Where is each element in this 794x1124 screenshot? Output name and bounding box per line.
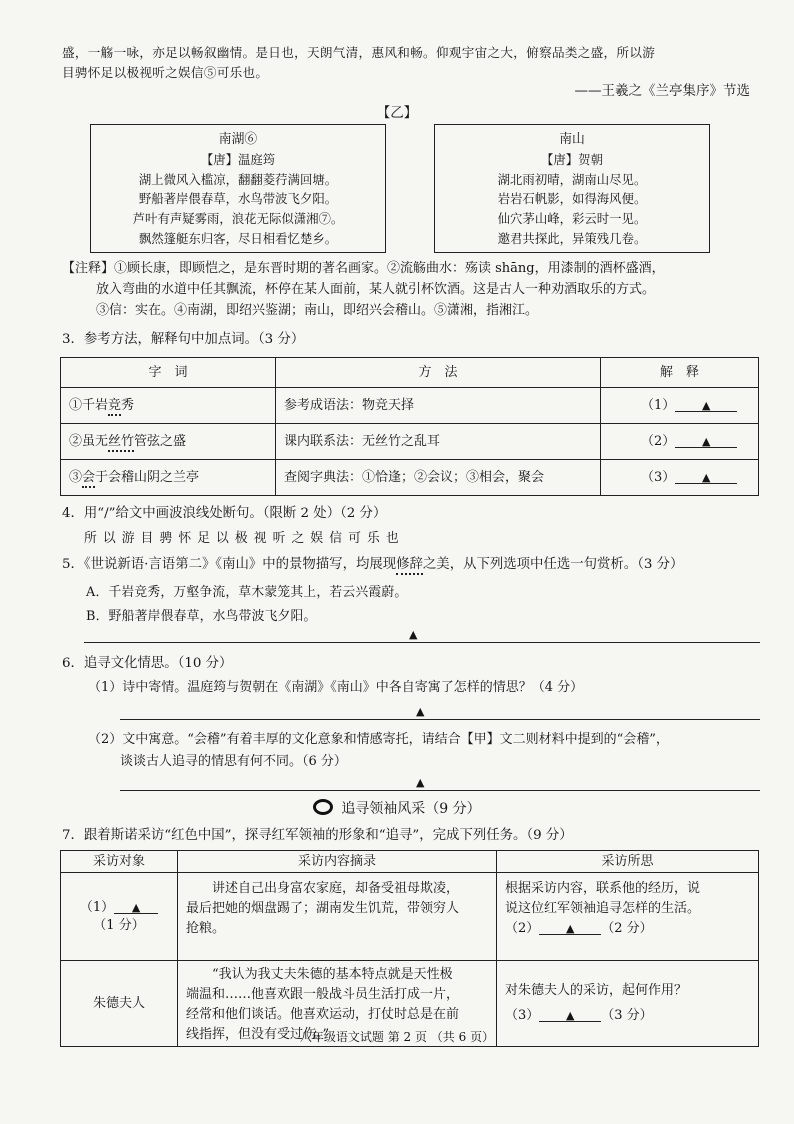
annotation-line-1: 【注释】①顾长康，即顾恺之，是东晋时期的著名画家。②流觞曲水：殇读 shāng，用漆制的酒杯盛酒，	[62, 261, 665, 276]
annotation-line-3: ③信：实在。④南湖，即绍兴鉴湖；南山，即绍兴会稽山。⑤潇湘，指湘江。	[96, 303, 539, 319]
q3-answer-cell: （2） ▲	[601, 424, 759, 460]
q7-thoughts-cell: 根据采访内容，联系他的经历，说 说这位红军领袖追寻怎样的生活。 （2） ▲ （2 分）	[497, 873, 759, 961]
poem-nanshan-title: 南山	[559, 132, 585, 147]
annotation-line-2: 放入弯曲的水道中任其飘流，杯停在某人面前，某人就引杯饮酒。这是古人一种劝酒取乐的方式。	[96, 282, 656, 298]
q3-answer-cell: （1） ▲	[601, 388, 759, 424]
answer-blank[interactable]: ▲	[539, 923, 601, 935]
q3-answer-cell: （3） ▲	[601, 460, 759, 496]
question-6-sub-1: （1）诗中寄情。温庭筠与贺朝在《南湖》《南山》中各自寄寓了怎样的情思？（4 分）	[88, 680, 584, 695]
section-title: 追寻领袖风采（9 分）	[341, 801, 481, 817]
question-6-sub-2: （2）文中寓意。“会稽”有着丰厚的文化意象和情感寄托，请结合【甲】文二则材料中提到的“会稽”，	[88, 732, 669, 747]
question-6-prompt: 6．追寻文化情思。（10 分）	[62, 656, 233, 671]
question-3-prompt: 3．参考方法，解释句中加点词。（3 分）	[62, 332, 305, 347]
poem-nanshan-line: 岩岩石帆影，如得海风便。	[497, 191, 647, 207]
question-5-option-b: B．野船著岸偎春草，水鸟带波飞夕阳。	[86, 609, 317, 624]
q3-word-cell: ①千岩竞秀	[61, 388, 276, 424]
section-yi-label: 【乙】	[376, 105, 418, 121]
q3-method-cell: 查阅字典法：①恰逢；②会议；③相会，聚会	[276, 460, 601, 496]
question-4-sentence[interactable]: 所 以 游 目 骋 怀 足 以 极 视 听 之 娱 信 可 乐 也	[84, 531, 400, 546]
passage-line-1: 盛，一觞一咏，亦足以畅叙幽情。是日也，天朗气清，惠风和畅。仰观宇宙之大，俯察品类之盛，所以游	[62, 45, 656, 60]
passage-line-2: 目骋怀足以极视听之娱信⑤可乐也。	[62, 65, 269, 80]
q7-content-cell: 讲述自己出身富农家庭，却备受祖母欺凌， 最后把她的烟盘踢了；湖南发生饥荒，带领穷人 抢粮。	[178, 873, 497, 961]
q3-word-cell: ②虽无丝竹管弦之盛	[61, 424, 276, 460]
q7-thoughts-cell: 对朱德夫人的采访，起何作用？ （3） ▲ （3 分）	[497, 961, 759, 1047]
page-footer: 八年级语文试题 第 2 页 （共 6 页）	[299, 1030, 495, 1044]
q7-header-content: 采访内容摘录	[178, 851, 497, 873]
poem-nanhu-line: 湖上微风入槛凉，翻翻菱荇满回塘。	[138, 171, 338, 187]
q3-word-cell: ③会于会稽山阴之兰亭	[61, 460, 276, 496]
poem-nanshan-line: 湖北雨初晴，湖南山尽见。	[497, 171, 647, 187]
poem-nanshan-line: 邀君共探此，异策残几卷。	[497, 230, 647, 246]
q7-header-thoughts: 采访所思	[497, 851, 759, 873]
poem-nanhu-title: 南湖⑥	[218, 132, 258, 147]
table-row	[61, 460, 759, 496]
poem-nanshan-line: 仙穴茅山峰，彩云时一见。	[497, 211, 647, 226]
question-5-prompt: 5．《世说新语·言语第二》《南山》中的景物描写，均展现修辞之美，从下列选项中任选一句赏析。（3 分）	[62, 556, 683, 574]
poem-nanhu-line: 野船著岸偎春草，水鸟带波飞夕阳。	[138, 191, 338, 207]
question-7-prompt: 7．跟着斯诺采访“红色中国”，探寻红军领袖的形象和“追寻”，完成下列任务。（9 分）	[62, 828, 573, 843]
poem-nanshan-box	[434, 124, 710, 253]
poem-nanhu-line: 芦叶有声疑雾雨，浪花无际似潇湘⑦。	[132, 211, 344, 226]
answer-blank[interactable]: ▲	[675, 400, 737, 412]
passage	[62, 44, 762, 81]
table-row	[61, 388, 759, 424]
answer-blank[interactable]: ▲	[675, 472, 737, 484]
q7-content-cell: “我认为我丈夫朱德的基本特点就是天性极 端温和……他喜欢跟一般战斗员生活打成一片， 经常和他们谈话。他喜欢运动，打仗时总是在前 线指挥，但没有受过伤。”	[178, 961, 497, 1047]
poem-nanshan-author: 【唐】贺朝	[541, 152, 603, 168]
question-3-table	[60, 357, 759, 496]
answer-line[interactable]	[84, 642, 760, 643]
question-7-table	[60, 850, 759, 1047]
ring-icon	[313, 799, 333, 815]
table-row	[61, 873, 759, 961]
answer-line[interactable]	[120, 790, 760, 791]
annotations	[62, 258, 762, 321]
question-4-prompt: 4．用“/”给文中画波浪线处断句。（限断 2 处）（2 分）	[62, 506, 387, 521]
section-heading	[0, 799, 794, 819]
q3-method-cell: 课内联系法：无丝竹之乱耳	[276, 424, 601, 460]
answer-marker: ▲	[416, 705, 425, 718]
poem-nanhu-line: 飘然篷艇东归客，尽日相看忆楚乡。	[138, 230, 338, 246]
poem-nanhu-box	[90, 124, 386, 253]
answer-line[interactable]	[120, 719, 760, 720]
q3-method-cell: 参考成语法：物竞天择	[276, 388, 601, 424]
table-row	[61, 424, 759, 460]
poem-nanhu-author: 【唐】温庭筠	[200, 152, 276, 168]
answer-marker: ▲	[416, 776, 425, 789]
answer-blank[interactable]: ▲	[114, 902, 158, 914]
q3-header-word: 字 词	[61, 358, 276, 388]
q7-subject-cell: 朱德夫人	[61, 961, 178, 1047]
q3-header-explanation: 解 释	[601, 358, 759, 388]
answer-blank[interactable]: ▲	[675, 436, 737, 448]
question-5-option-a: A．千岩竞秀，万壑争流，草木蒙笼其上，若云兴霞蔚。	[86, 585, 408, 600]
passage-source: ——王羲之《兰亭集序》节选	[574, 83, 750, 99]
q7-header-subject: 采访对象	[61, 851, 178, 873]
q7-subject-cell: （1） ▲ （1 分）	[61, 873, 178, 961]
question-6-sub-2-cont: 谈谈古人追寻的情思有何不同。（6 分）	[120, 754, 347, 769]
answer-blank[interactable]: ▲	[539, 1010, 601, 1022]
answer-marker: ▲	[409, 628, 418, 641]
q3-header-method: 方 法	[276, 358, 601, 388]
